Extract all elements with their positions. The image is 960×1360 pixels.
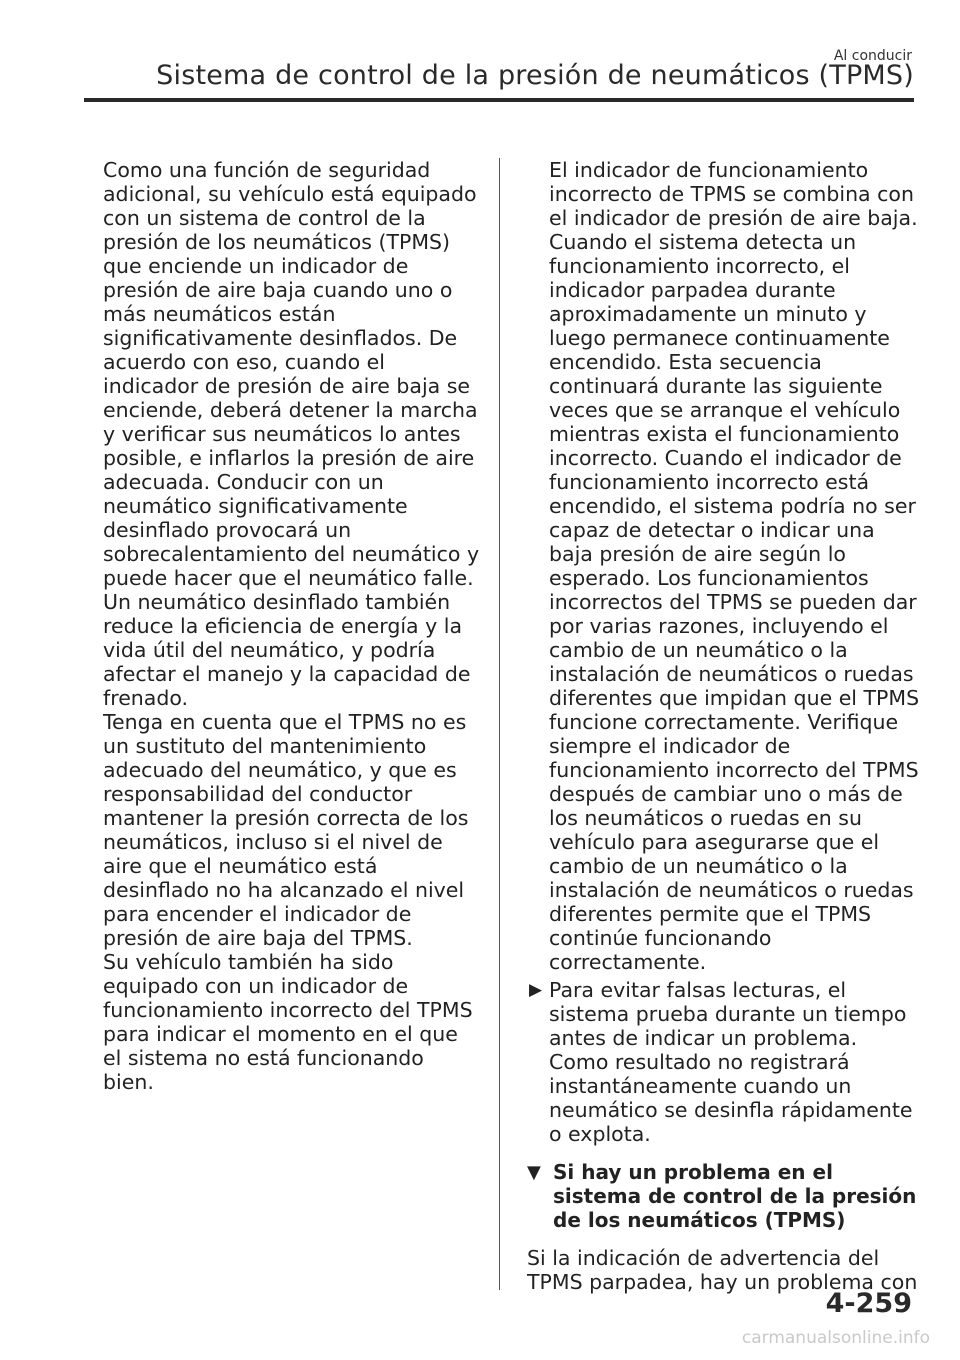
body-paragraph: El indicador de funcionamiento incorrecto de TPMS se combina con el indicador de presión de aire baja. Cuando el sistema detecta un funcionamiento incorrecto, el indicador parpadea durante aproximadamente un minuto y luego permanece continuamente encendido. Esta secuencia continuará durante las siguiente veces que se arranque el vehículo mientras exista el funcionamiento incorrecto. Cuando el indicador de funcionamiento incorrecto está encendido, el sistema podría no ser capaz de detectar o indicar una baja presión de aire según lo esperado. Los funcionamientos incorrectos del TPMS se pueden dar por varias razones, incluyendo el cambio de un neumático o la instalación de neumáticos o ruedas diferentes que impidan que el TPMS funcione correctamente. Verifique siempre el indicador de funcionamiento incorrecto del TPMS después de cambiar uno o más de los neumáticos o ruedas en su vehículo para asegurarse que el cambio de un neumático o la instalación de neumáticos o ruedas diferentes permite que el TPMS continúe funcionando correctamente. xyxy=(549,158,920,974)
bullet-item xyxy=(527,978,922,1146)
watermark: carmanualsonline.info xyxy=(741,1328,930,1348)
body-paragraph: Su vehículo también ha sido equipado con un indicador de funcionamiento incorrecto del TPMS para indicar el momento en el que el sistema no está funcionando bien. xyxy=(103,950,473,1094)
body-paragraph: Si la indicación de advertencia del TPMS parpadea, hay un problema con xyxy=(527,1246,918,1294)
page-number: 4-259 xyxy=(825,1288,912,1319)
subheading xyxy=(527,1160,922,1232)
page-title: Sistema de control de la presión de neumáticos (TPMS) xyxy=(156,60,914,91)
subheading-text: Si hay un problema en el sistema de control de la presión de los neumáticos (TPMS) xyxy=(553,1160,917,1232)
column-divider xyxy=(499,158,500,1290)
body-paragraph: Tenga en cuenta que el TPMS no es un sustituto del mantenimiento adecuado del neumático, y que es responsabilidad del conductor mantener la presión correcta de los neumáticos, incluso si el nivel de aire que el neumático está desinflado no ha alcanzado el nivel para encender el indicador de presión de aire baja del TPMS. xyxy=(103,710,469,950)
left-column xyxy=(103,158,481,1094)
triangle-down-icon: ▼ xyxy=(527,1162,541,1183)
header-section-label: Al conducir xyxy=(833,48,912,64)
header-rule xyxy=(84,98,914,102)
body-paragraph: Como una función de seguridad adicional, su vehículo está equipado con un sistema de control de la presión de los neumáticos (TPMS) que enciende un indicador de presión de aire baja cuando uno o más neumáticos están significativamente desinflados. De acuerdo con eso, cuando el indicador de presión de aire baja se enciende, deberá detener la marcha y verificar sus neumáticos lo antes posible, e inflarlos la presión de aire adecuada. Conducir con un neumático significativamente desinflado provocará un sobrecalentamiento del neumático y puede hacer que el neumático falle. Un neumático desinflado también reduce la eficiencia de energía y la vida útil del neumático, y podría afectar el manejo y la capacidad de frenado. xyxy=(103,158,480,710)
bullet-text: Para evitar falsas lecturas, el sistema prueba durante un tiempo antes de indicar un problema. Como resultado no registrará instantáneamente cuando un neumático se desinfla rápidamente o explota. xyxy=(549,978,913,1146)
right-column xyxy=(527,158,922,1294)
arrow-right-icon: ▶ xyxy=(529,980,543,1000)
